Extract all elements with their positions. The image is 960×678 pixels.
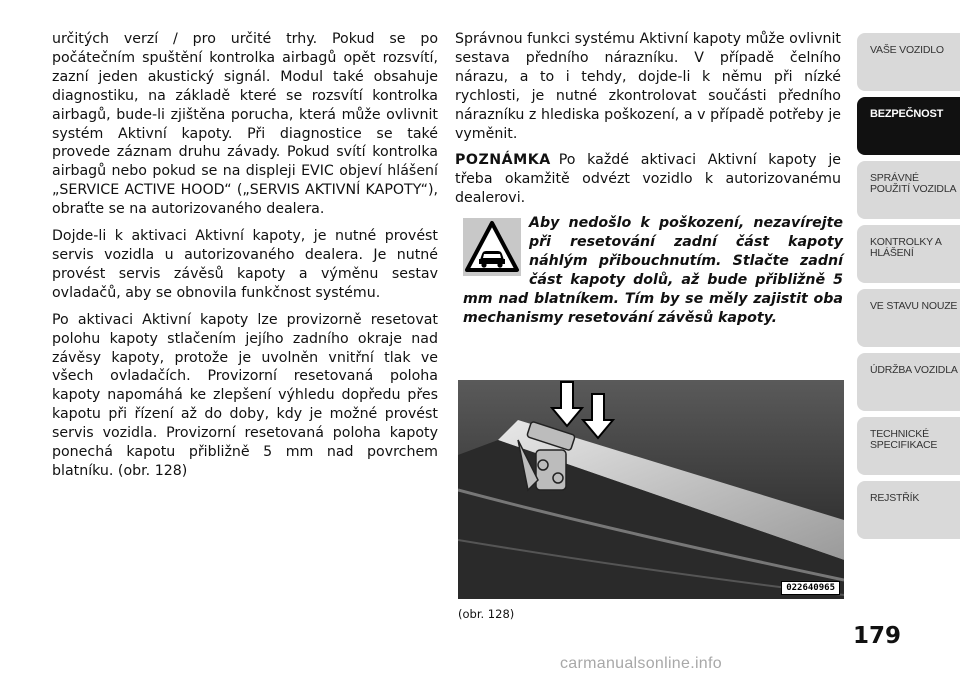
- tab-kontrolky[interactable]: KONTROLKY A HLÁŠENÍ: [857, 225, 960, 283]
- note-label: POZNÁMKA: [455, 152, 551, 169]
- paragraph: Po aktivaci Aktivní kapoty lze provizorně resetovat polohu kapoty stlačením jejího zadního okraje nad závěsy kapoty, protože je uvolněn vnitřní tlak ve všech ovladačích. Provizorní resetovaná poloha kapoty napomáhá ke zlepšení výhledu dopředu přes kapotu při řízení až do doby, kdy je možné provést servis vozidla. Provizorní resetovaná poloha kapoty ponechá kapotu přibližně 5 mm nad povrchem blatníku. (obr. 128): [52, 311, 438, 479]
- left-text-column: [52, 30, 438, 489]
- note-paragraph: [455, 151, 841, 208]
- tab-technicke-specifikace[interactable]: TECHNICKÉ SPECIFIKACE: [857, 417, 960, 475]
- figure-caption: (obr. 128): [458, 607, 515, 621]
- tab-ve-stavu-nouze[interactable]: VE STAVU NOUZE: [857, 289, 960, 347]
- hood-hinge-illustration: [458, 380, 844, 599]
- hood-hinge-figure: [458, 380, 844, 599]
- tab-bezpecnost[interactable]: BEZPEČNOST: [857, 97, 960, 155]
- note-text: Po každé aktivaci Aktivní kapoty je třeba okamžitě odvézt vozidlo k autorizovanému dealerovi.: [455, 152, 841, 207]
- tab-rejstrik[interactable]: REJSTŘÍK: [857, 481, 960, 539]
- right-text-column: [455, 30, 841, 216]
- warning-box: [463, 214, 843, 327]
- paragraph: Dojde-li k aktivaci Aktivní kapoty, je nutné provést servis vozidla u autorizovaného dealera. Je nutné provést servis závěsů kapoty a výměnu sestav ovladačů, aby se obnovila funkčnost systému.: [52, 228, 438, 301]
- paragraph: Správnou funkci systému Aktivní kapoty může ovlivnit sestava předního nárazníku. V případě čelního nárazu, a to i tehdy, dojde-li k němu při nízké rychlosti, je nutné zkontrolovat součásti předního nárazníku z hlediska poškození, a v případě potřeby je vyměnit.: [455, 31, 841, 142]
- tab-vase-vozidlo[interactable]: VAŠE VOZIDLO: [857, 33, 960, 91]
- figure-code: 022640965: [781, 581, 840, 595]
- watermark: carmanualsonline.info: [560, 655, 722, 672]
- warning-text: Aby nedošlo k poškození, nezavírejte při resetování zadní část kapoty náhlým přibouchnutím. Stlačte zadní část kapoty dolů, až bude přibližně 5 mm nad blatníkem. Tím by se měly zajistit oba mechanismy resetování závěsů kapoty.: [463, 215, 843, 326]
- tab-spravne-pouziti[interactable]: SPRÁVNÉ POUŽITÍ VOZIDLA: [857, 161, 960, 219]
- paragraph: určitých verzí / pro určité trhy. Pokud se po počátečním spuštění kontrolka airbagů opět rozsvítí, zazní jeden akustický signál. Modul také obsahuje diagnostiku, na základě které se rozsvítí kontrolka airbagů, bude-li zjištěna porucha, která může ovlivnit systém Aktivní kapoty. Při diagnostice se také provede záznam druhu závady. Pokud svítí kontrolka airbagů nebo pokud se na displeji EVIC objeví hlášení „SERVICE ACTIVE HOOD“ („SERVIS AKTIVNÍ KAPOTY“), obraťte se na autorizovaného dealera.: [52, 31, 438, 218]
- page-number: 179: [853, 623, 902, 649]
- tab-udrzba[interactable]: ÚDRŽBA VOZIDLA: [857, 353, 960, 411]
- warning-triangle-car-icon: [463, 218, 521, 276]
- chapter-sidebar: [857, 33, 960, 545]
